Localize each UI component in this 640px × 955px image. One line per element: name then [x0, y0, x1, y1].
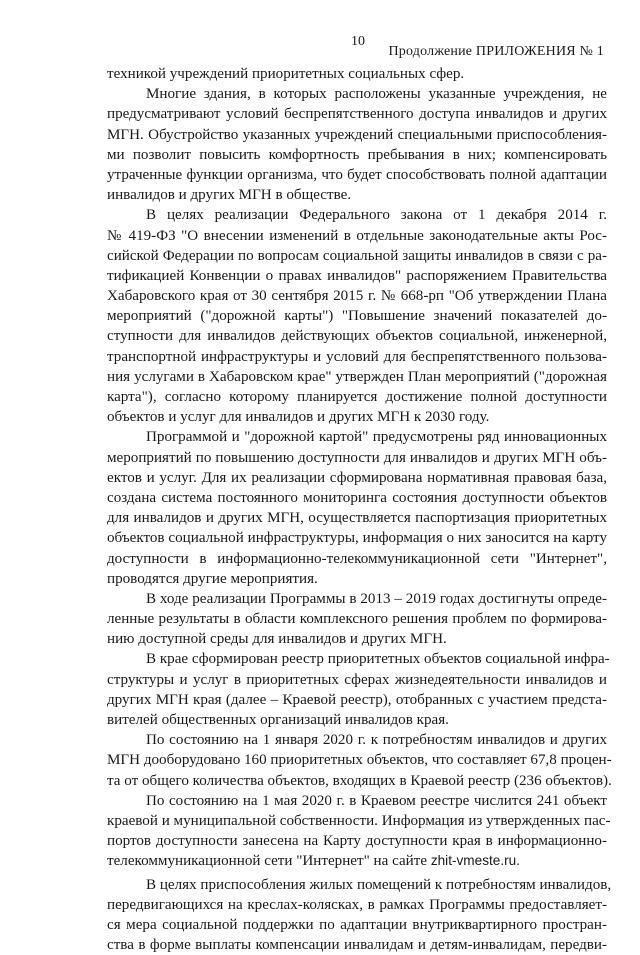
- text-line: ния услугами в Хабаровском крае" утвержден План мероприятий ("дорожная: [107, 368, 607, 385]
- text-line-with-link: [107, 851, 607, 871]
- text-line: По состоянию на 1 мая 2020 г. в Краевом реестре числится 241 объект: [146, 792, 607, 809]
- text-line: передвигающихся на креслах-колясках, в рамках Программы предоставляет-: [107, 896, 607, 913]
- text-line: вителей общественных организаций инвалидов края.: [107, 712, 449, 728]
- text-line: других МГН края (далее – Краевой реестр), отобранных с участием предста-: [107, 691, 607, 708]
- text-line: карта"), согласно которому планируется достижение полной доступности: [107, 389, 607, 405]
- text-line: объектов социальной инфраструктуры, информация о них заносится на карту: [107, 530, 607, 547]
- document-body: [107, 64, 612, 955]
- page-number: 10: [351, 34, 365, 49]
- text-line: Программой и "дорожной картой" предусмотрены ряд инновационных: [146, 429, 607, 446]
- text-line: сийской Федерации по вопросам социальной защиты инвалидов в связи с ра-: [107, 247, 607, 264]
- text-line: предусматривают условий беспрепятственного доступа инвалидов и других: [107, 106, 607, 123]
- text-line: ектов и услуг. Для их реализации сформирована нормативная правовая база,: [107, 469, 607, 486]
- text-line: проводятся другие мероприятия.: [107, 570, 318, 587]
- text-line: В крае сформирован реестр приоритетных объектов социальной инфра-: [146, 651, 610, 668]
- text-line: ленные результаты в области комплексного решения проблем по формирова-: [107, 611, 607, 628]
- text-line: мероприятий по повышению доступности для инвалидов и других МГН объ-: [107, 449, 607, 466]
- text-line: утраченные функции организма, что будет способствовать полной адаптации: [107, 166, 607, 183]
- text-line: ступности для инвалидов действующих объектов социальной, инженерной,: [107, 328, 607, 345]
- text-line: создана система постоянного мониторинга состояния доступности объектов: [107, 489, 607, 506]
- text-line: для инвалидов и других МГН, осуществляется паспортизация приоритетных: [107, 510, 607, 527]
- text-line: нию доступной среды для инвалидов и других МГН.: [107, 631, 447, 648]
- text-line: мероприятий ("дорожной карты") "Повышение значений показателей до-: [107, 308, 607, 325]
- text-line: № 419-ФЗ "О внесении изменений в отдельные законодательные акты Рос-: [107, 227, 607, 244]
- text-line: инвалидов и других МГН в обществе.: [107, 187, 352, 204]
- text-line-part: телекоммуникационной сети "Интернет" на сайте: [107, 853, 428, 870]
- text-line: ства в форме выплаты компенсации инвалидам и детям-инвалидам, передви-: [107, 937, 607, 954]
- text-line: портов доступности занесена на Карту доступности края в информационно-: [107, 833, 607, 850]
- text-line: По состоянию на 1 января 2020 г. к потребностям инвалидов и других: [146, 732, 607, 749]
- site-link[interactable]: zhit-vmeste.ru.: [430, 853, 520, 869]
- text-line: В целях приспособления жилых помещений к потребностям инвалидов,: [146, 876, 612, 893]
- text-line: доступности в информационно-телекоммуникационной сети "Интернет",: [107, 550, 607, 567]
- text-line: ми позволит повысить комфортность пребывания в них; компенсировать: [107, 146, 607, 163]
- text-line: краевой и муниципальной собственности. Информация из утвержденных пас-: [107, 812, 611, 829]
- text-line: структуры и услуг в приоритетных сферах жизнедеятельности инвалидов и: [107, 671, 607, 688]
- text-line: та от общего количества объектов, входящих в Краевой реестр (236 объектов).: [107, 772, 612, 789]
- text-line: МГН дооборудовано 160 приоритетных объектов, что составляет 67,8 процен-: [107, 752, 612, 769]
- text-line: тификацией Конвенции о правах инвалидов" распоряжением Правительства: [107, 267, 607, 284]
- text-line: объектов и услуг для инвалидов и других МГН к 2030 году.: [107, 409, 490, 426]
- text-line: транспортной инфраструктуры и условий для беспрепятственного пользова-: [107, 348, 607, 365]
- text-line: МГН. Обустройство указанных учреждений специальными приспособления-: [107, 126, 607, 143]
- text-line: В целях реализации Федерального закона от 1 декабря 2014 г.: [146, 207, 607, 224]
- text-line: Хабаровского края от 30 сентября 2015 г. № 668-рп "Об утверждении Плана: [107, 288, 607, 305]
- text-line: В ходе реализации Программы в 2013 – 2019 годах достигнуты опреде-: [146, 590, 607, 607]
- text-line: ся мера социальной поддержки по адаптации внутриквартирного простран-: [107, 916, 607, 933]
- running-header: Продолжение ПРИЛОЖЕНИЯ № 1: [388, 44, 604, 59]
- text-line: Многие здания, в которых расположены указанные учреждения, не: [146, 86, 607, 103]
- text-line: техникой учреждений приоритетных социальных сфер.: [107, 66, 465, 82]
